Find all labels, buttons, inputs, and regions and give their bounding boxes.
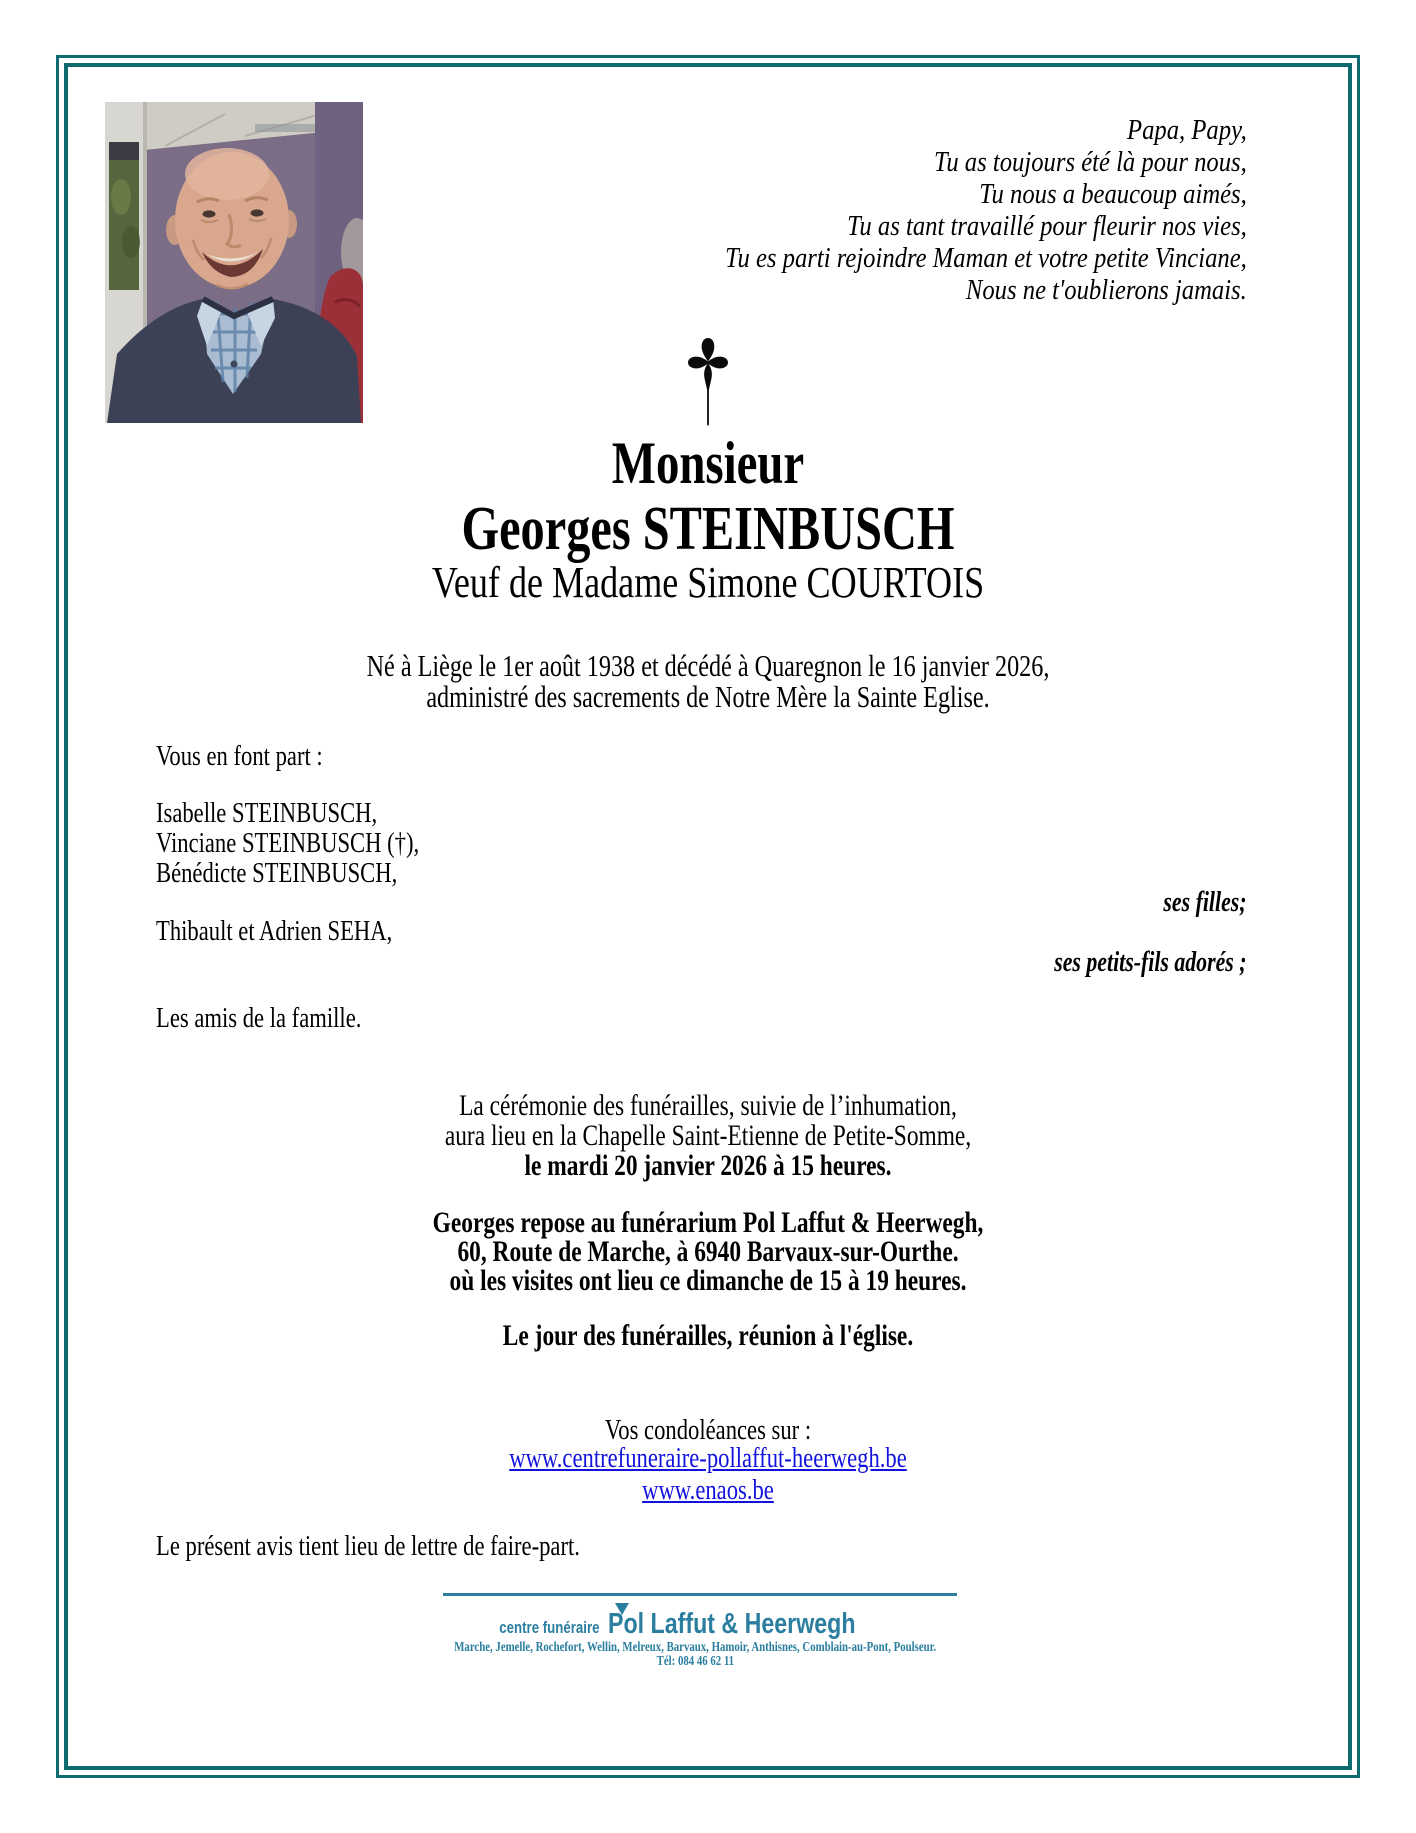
grandsons-label: ses petits-fils adorés ;	[1054, 947, 1247, 978]
ceremony-line: aura lieu en la Chapelle Saint-Etienne de Petite-Somme,	[444, 1119, 972, 1152]
ceremony-line: La cérémonie des funérailles, suivie de l’inhumation,	[459, 1089, 957, 1122]
poem-line: Tu as tant travaillé pour fleurir nos vies,	[847, 211, 1247, 242]
footer-phone-wrapper	[0, 1653, 1390, 1669]
ceremony-block	[156, 1091, 1260, 1181]
poem-line: Tu as toujours été là pour nous,	[934, 147, 1247, 178]
daughter-name: Isabelle STEINBUSCH,	[156, 797, 378, 829]
logo-name: Pol Laffut & Heerwegh	[608, 1608, 856, 1640]
friends-line: Les amis de la famille.	[156, 1002, 362, 1034]
daughters-list	[156, 798, 419, 888]
condolences-link-funeral-home[interactable]: www.centrefuneraire-pollaffut-heerwegh.be	[509, 1442, 907, 1474]
footer-phone: Tél: 084 46 62 11	[656, 1653, 734, 1668]
sacraments-line: administré des sacrements de Notre Mère la Sainte Eglise.	[426, 679, 990, 714]
poem-line: Nous ne t'oublierons jamais.	[966, 275, 1247, 306]
announcement-intro: Vous en font part :	[156, 740, 323, 772]
deceased-honorific: Monsieur	[611, 430, 805, 496]
cross-icon	[686, 336, 730, 430]
deceased-name: Georges STEINBUSCH	[461, 495, 955, 563]
footer-towns: Marche, Jemelle, Rochefort, Wellin, Melreux, Barvaux, Hamoir, Anthisnes, Comblain-au-Pont, Poulseur.	[454, 1639, 936, 1654]
condolences-link-wrapper	[156, 1475, 1260, 1505]
poem-line: Tu es parti rejoindre Maman et votre petite Vinciane,	[725, 243, 1247, 274]
condolences-label: Vos condoléances sur :	[604, 1414, 812, 1446]
daughter-name: Vinciane STEINBUSCH (†),	[156, 827, 420, 859]
repose-line: Georges repose au funérarium Pol Laffut & Heerwegh,	[432, 1206, 984, 1239]
poem-line: Tu nous a beaucoup aimés,	[979, 179, 1247, 210]
ceremony-date-line: le mardi 20 janvier 2026 à 15 heures.	[524, 1149, 892, 1182]
funeral-home-logo	[0, 1608, 1388, 1641]
eye-right	[251, 209, 264, 216]
visits-line: où les visites ont lieu ce dimanche de 15 à 19 heures.	[449, 1264, 967, 1297]
grandsons-names: Thibault et Adrien SEHA,	[156, 915, 393, 947]
vitals-block	[156, 650, 1260, 712]
portrait-photo	[105, 102, 363, 423]
birth-death-line: Né à Liège le 1er août 1938 et décédé à Quaregnon le 16 janvier 2026,	[366, 648, 1050, 683]
logo-prefix: centre funéraire	[498, 1618, 600, 1637]
daughter-name: Bénédicte STEINBUSCH,	[156, 857, 398, 889]
footer-divider	[443, 1593, 957, 1596]
repose-block	[156, 1208, 1260, 1295]
condolences-link-wrapper	[156, 1443, 1260, 1473]
daughters-label: ses filles;	[1163, 887, 1247, 918]
widower-line: Veuf de Madame Simone COURTOIS	[431, 558, 985, 607]
condolences-link-enaos[interactable]: www.enaos.be	[642, 1474, 774, 1506]
memorial-poem	[725, 115, 1247, 307]
window-foliage	[109, 160, 139, 290]
repose-address-line: 60, Route de Marche, à 6940 Barvaux-sur-Ourthe.	[457, 1235, 959, 1268]
faire-part-notice: Le présent avis tient lieu de lettre de faire-part.	[156, 1530, 580, 1562]
reunion-line: Le jour des funérailles, réunion à l'église.	[502, 1319, 914, 1352]
poem-line: Papa, Papy,	[1127, 115, 1247, 146]
eye-left	[203, 210, 216, 217]
